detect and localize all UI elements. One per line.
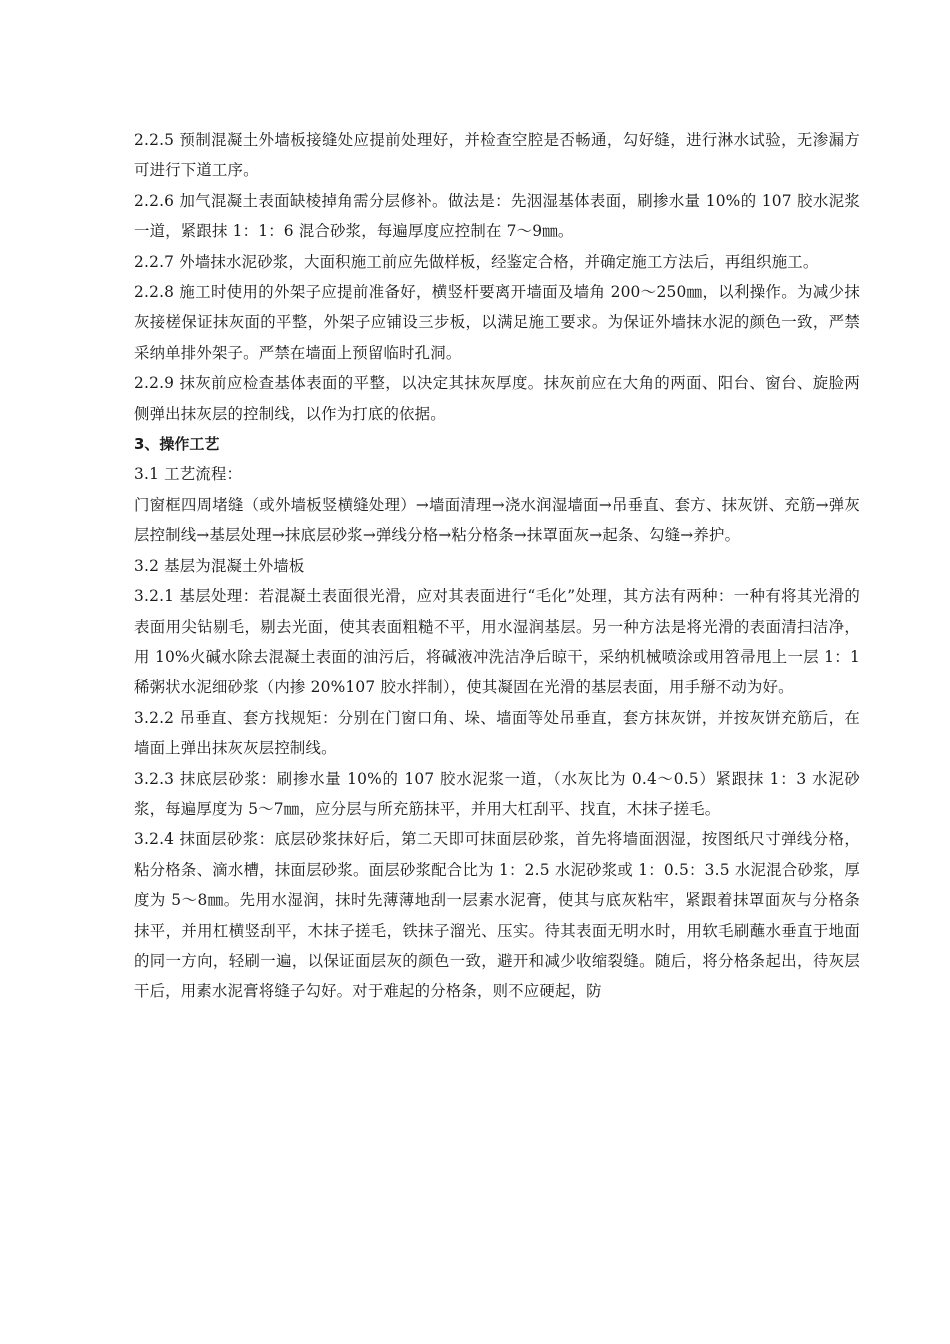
paragraph-2-2-8: 2.2.8 施工时使用的外架子应提前准备好，横竖杆要离开墙面及墙角 200～250㎜，以利操作。为减少抹灰接槎保证抹灰面的平整，外架子应铺设三步板，以满足施工要求。为保证外墙抹水泥的颜色一致，严禁采纳单排外架子。严禁在墙面上预留临时孔洞。 — [134, 283, 860, 362]
section-3-heading: 3、操作工艺 — [134, 435, 220, 454]
paragraph-3-1-flow: 门窗框四周堵缝（或外墙板竖横缝处理）→墙面清理→浇水润湿墙面→吊垂直、套方、抹灰饼、充筋→弹灰层控制线→基层处理→抹底层砂浆→弹线分格→粘分格条→抹罩面灰→起条、勾缝→养护。 — [134, 495, 860, 545]
paragraph-3-2: 3.2 基层为混凝土外墙板 — [134, 556, 305, 575]
paragraph-2-2-7: 2.2.7 外墙抹水泥砂浆，大面积施工前应先做样板，经鉴定合格，并确定施工方法后，再组织施工。 — [134, 252, 819, 271]
document-page — [134, 125, 860, 1007]
paragraph-3-2-3: 3.2.3 抹底层砂浆：刷掺水量 10%的 107 胶水泥浆一道，（水灰比为 0.4～0.5）紧跟抹 1：3 水泥砂浆，每遍厚度为 5～7㎜，应分层与所充筋抹平，并用大杠刮平、找直，木抹子搓毛。 — [134, 769, 860, 818]
paragraph-3-2-4: 3.2.4 抹面层砂浆：底层砂浆抹好后，第二天即可抹面层砂浆，首先将墙面洇湿，按图纸尺寸弹线分格，粘分格条、滴水槽，抹面层砂浆。面层砂浆配合比为 1：2.5 水泥砂浆或 1：0.5：3.5 水泥混合砂浆，厚度为 5～8㎜。先用水湿润，抹时先薄薄地刮一层素水泥膏，使其与底灰粘牢，紧跟着抹罩面灰与分格条抹平，并用杠横竖刮平，木抹子搓毛，铁抹子溜光、压实。待其表面无明水时，用软毛刷蘸水垂直于地面的同一方向，轻刷一遍，以保证面层灰的颜色一致，避开和减少收缩裂缝。随后，将分格条起出，待灰层干后，用素水泥膏将缝子勾好。对于难起的分格条，则不应硬起，防 — [134, 830, 860, 1001]
paragraph-3-2-1: 3.2.1 基层处理：若混凝土表面很光滑，应对其表面进行“毛化”处理，其方法有两种：一种有将其光滑的表面用尖钻剔毛，剔去光面，使其表面粗糙不平，用水湿润基层。另一种方法是将光滑的表面清扫洁净，用 10%火碱水除去混凝土表面的油污后，将碱液冲洗洁净后晾干，采纳机械喷涂或用笤帚甩上一层 1：1 稀粥状水泥细砂浆（内掺 20%107 胶水拌制），使其凝固在光滑的基层表面，用手掰不动为好。 — [134, 587, 860, 697]
paragraph-2-2-9: 2.2.9 抹灰前应检查基体表面的平整，以决定其抹灰厚度。抹灰前应在大角的两面、阳台、窗台、旋脸两侧弹出抹灰层的控制线，以作为打底的依据。 — [134, 374, 860, 423]
paragraph-2-2-6: 2.2.6 加气混凝土表面缺棱掉角需分层修补。做法是：先洇湿基体表面，刷掺水量 10%的 107 胶水泥浆一道，紧跟抹 1：1：6 混合砂浆，每遍厚度应控制在 7～9㎜。 — [134, 191, 860, 241]
paragraph-3-1: 3.1 工艺流程： — [134, 465, 243, 484]
paragraph-2-2-5: 2.2.5 预制混凝土外墙板接缝处应提前处理好，并检查空腔是否畅通，勾好缝，进行淋水试验，无渗漏方可进行下道工序。 — [134, 131, 860, 180]
paragraph-3-2-2: 3.2.2 吊垂直、套方找规矩：分别在门窗口角、垛、墙面等处吊垂直，套方抹灰饼，并按灰饼充筋后，在墙面上弹出抹灰灰层控制线。 — [134, 708, 860, 758]
